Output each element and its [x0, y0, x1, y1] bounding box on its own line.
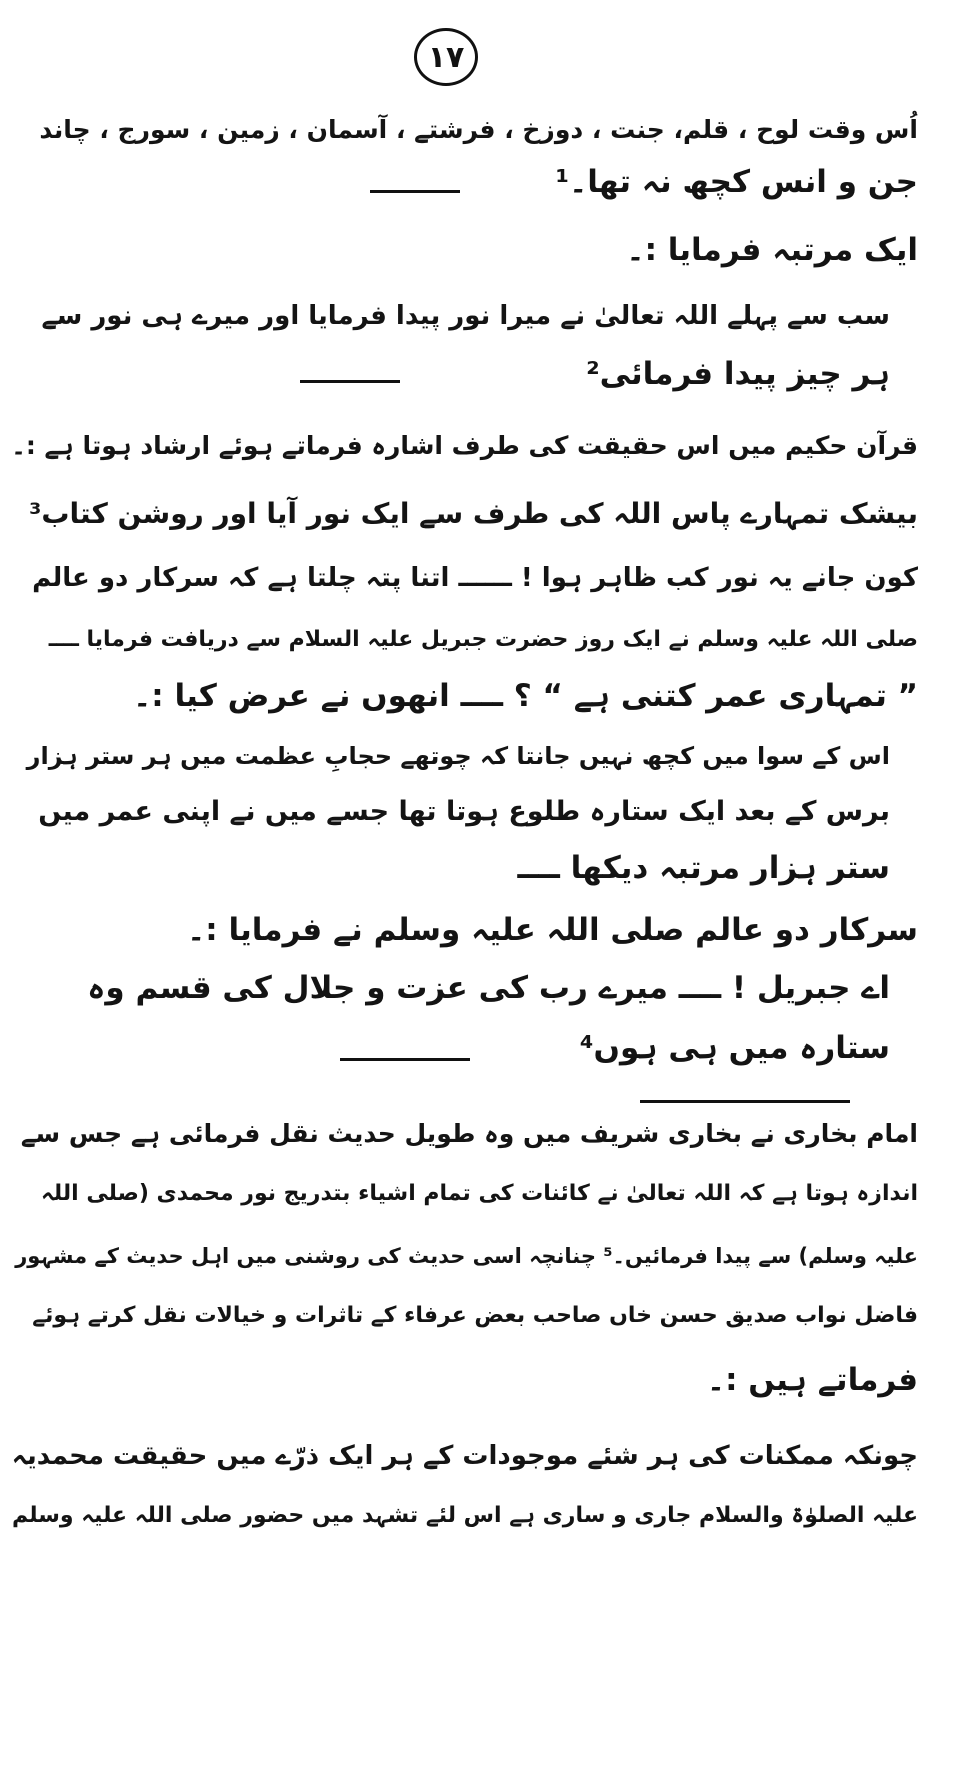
text-line: اے جبریل ! ــــ میرے رب کی عزت و جلال کی قسم وہ: [87, 970, 890, 1006]
dash-rule: [370, 190, 460, 193]
text-line: علیہ وسلم) سے پیدا فرمائیں۔⁵ چنانچہ اسی حدیث کی روشنی میں اہل حدیث کے مشہور: [15, 1244, 918, 1268]
text-line: قرآن حکیم میں اس حقیقت کی طرف اشارہ فرماتے ہوئے ارشاد ہوتا ہے :۔: [11, 431, 918, 460]
text-line: بیشک تمہارے پاس اللہ کی طرف سے ایک نور آیا اور روشن کتاب³: [29, 497, 918, 530]
section-rule: [640, 1100, 850, 1103]
text-line: اندازہ ہوتا ہے کہ اللہ تعالیٰ نے کائنات کی تمام اشیاء بتدریج نور محمدی (صلی اللہ: [41, 1181, 918, 1206]
text-line: کون جانے یہ نور کب ظاہر ہوا ! ــــــ اتنا پتہ چلتا ہے کہ سرکار دو عالم: [32, 563, 918, 593]
text-line: جن و انس کچھ نہ تھا۔¹: [555, 164, 918, 200]
text-line: برس کے بعد ایک ستارہ طلوع ہوتا تھا جسے میں نے اپنی عمر میں: [38, 796, 890, 827]
text-line: اس کے سوا میں کچھ نہیں جانتا کہ چوتھے حجابِ عظمت میں ہر ستر ہزار: [26, 742, 890, 770]
text-line: ہر چیز پیدا فرمائی²: [586, 356, 890, 392]
text-line: فرماتے ہیں :۔: [706, 1362, 918, 1398]
text-line: ایک مرتبہ فرمایا :۔: [626, 232, 918, 268]
page-number: ۱۷: [414, 28, 478, 86]
dash-rule: [300, 380, 400, 383]
text-line: ” تمہاری عمر کتنی ہے “ ؟ ــــ انھوں نے عرض کیا :۔: [133, 678, 918, 714]
text-line: چونکہ ممکنات کی ہر شئے موجودات کے ہر ایک ذرّے میں حقیقت محمدیہ: [11, 1441, 918, 1471]
text-line: علیہ الصلوٰۃ والسلام جاری و ساری ہے اس لئے تشہد میں حضور صلی اللہ علیہ وسلم: [12, 1503, 918, 1528]
text-line: صلی اللہ علیہ وسلم نے ایک روز حضرت جبریل علیہ السلام سے دریافت فرمایا ــــ: [48, 627, 918, 652]
text-line: اُس وقت لوح ، قلم، جنت ، دوزخ ، فرشتے ، آسمان ، زمین ، سورج ، چاند: [39, 115, 918, 144]
dash-rule: [340, 1058, 470, 1061]
text-line: ستارہ میں ہی ہوں⁴: [579, 1030, 890, 1066]
text-line: ستر ہزار مرتبہ دیکھا ــــ: [517, 850, 890, 886]
text-line: امام بخاری نے بخاری شریف میں وہ طویل حدیث نقل فرمائی ہے جس سے: [20, 1119, 918, 1148]
text-line: سب سے پہلے اللہ تعالیٰ نے میرا نور پیدا فرمایا اور میرے ہی نور سے: [41, 301, 890, 331]
text-line: سرکار دو عالم صلی اللہ علیہ وسلم نے فرمایا :۔: [187, 912, 918, 948]
text-line: فاضل نواب صدیق حسن خاں صاحب بعض عرفاء کے تاثرات و خیالات نقل کرتے ہوئے: [32, 1303, 918, 1328]
